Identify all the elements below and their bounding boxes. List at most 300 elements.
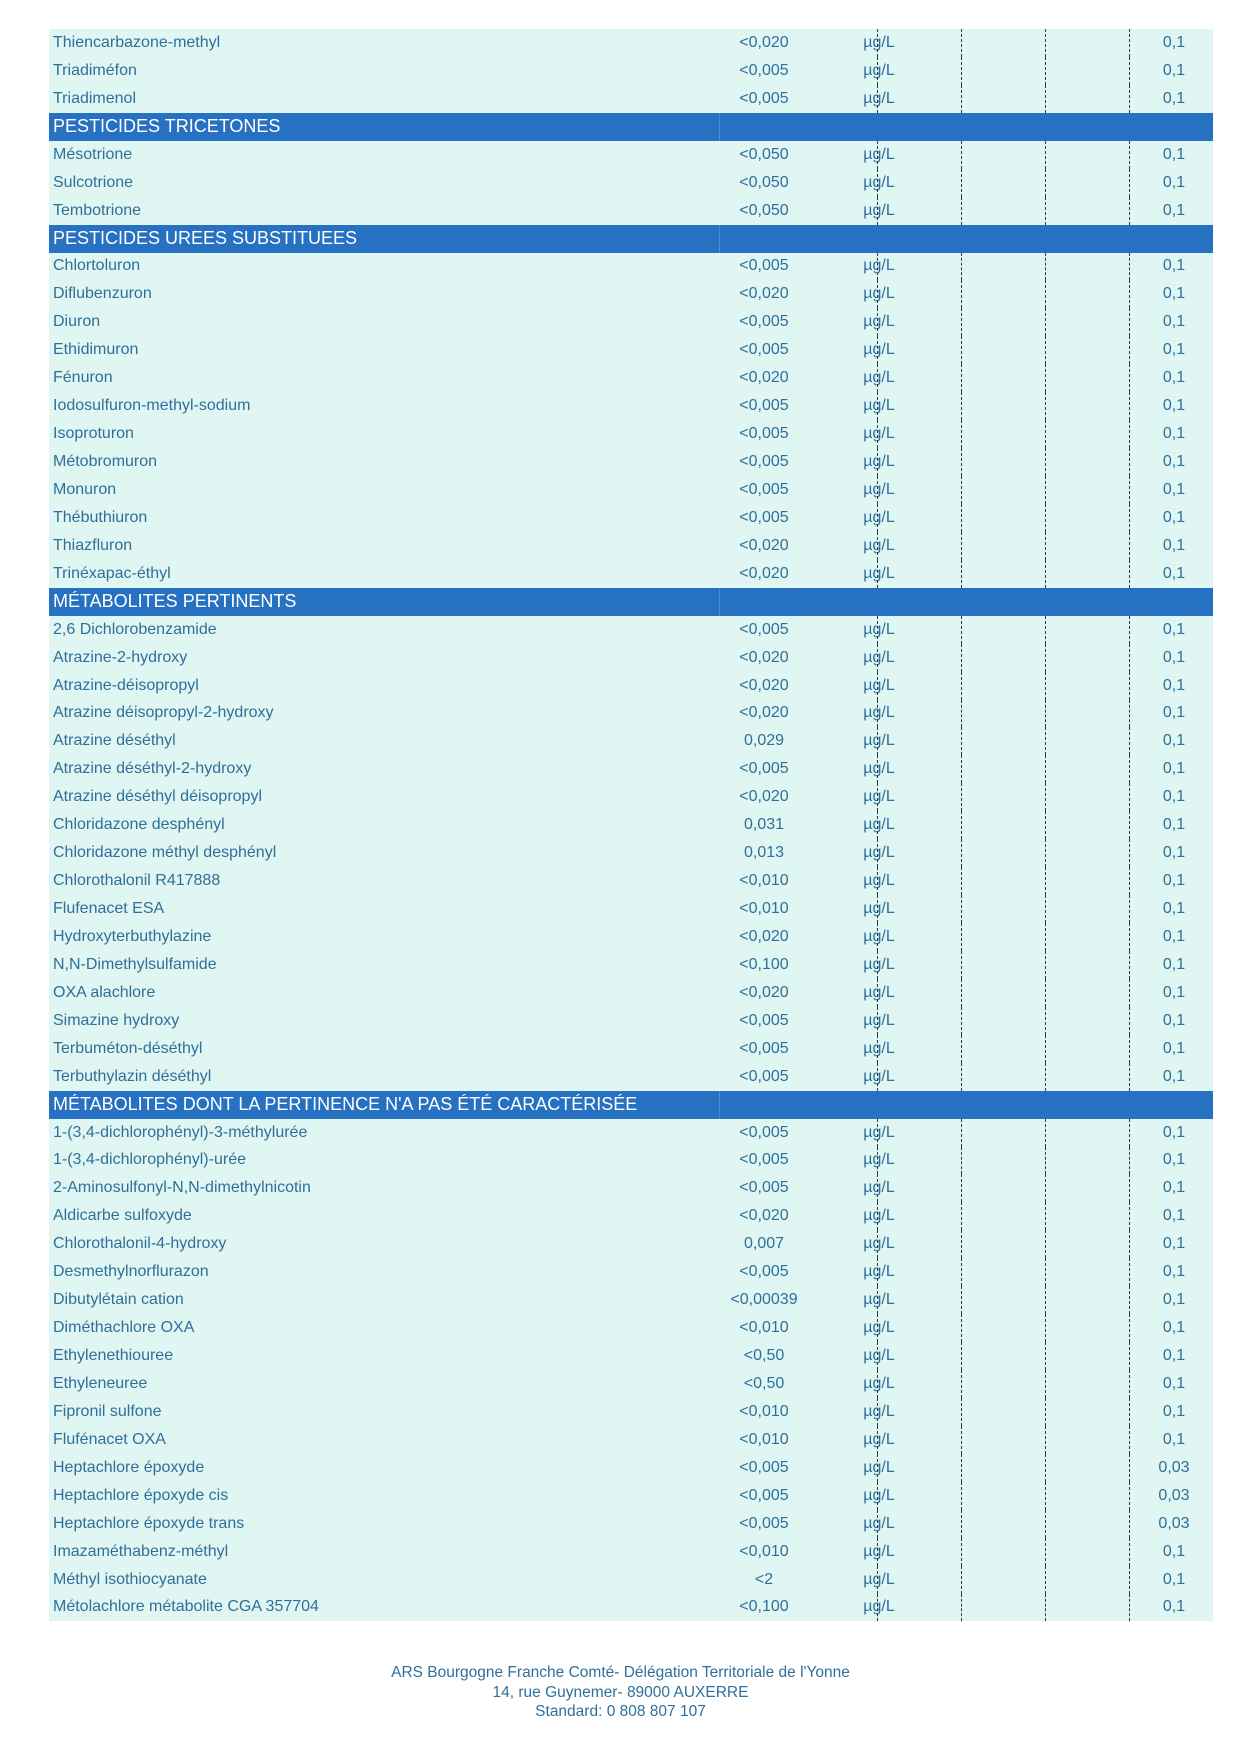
parameter-name: Ethyleneuree [53,1374,148,1392]
column-separator [1045,392,1046,420]
result-value: <0,005 [739,760,789,778]
unit: µg/L [863,900,895,918]
column-separator [1045,700,1046,728]
column-separator [1045,85,1046,113]
parameter-name: Terbuméton-déséthyl [53,1039,203,1057]
parameter-name: Fénuron [53,369,113,387]
column-separator [961,1426,962,1454]
quality-limit: 0,1 [1162,1430,1186,1448]
column-separator [877,169,878,197]
section-header [49,113,1213,141]
parameter-name: Triadimenol [53,89,136,107]
table-row [49,1286,1213,1314]
unit: µg/L [863,369,895,387]
parameter-name: Chlortoluron [53,257,141,275]
footer-org: ARS Bourgogne Franche Comté- Délégation Territoriale de l'Yonne [391,1664,850,1681]
result-value: <0,020 [739,369,789,387]
column-separator [1045,253,1046,281]
quality-limit: 0,1 [1162,257,1186,275]
quality-limit: 0,1 [1162,425,1186,443]
column-separator [1045,1342,1046,1370]
column-separator [877,616,878,644]
column-separator [877,1147,878,1175]
column-separator [1045,811,1046,839]
table-row [49,895,1213,923]
column-separator [1045,420,1046,448]
quality-limit: 0,1 [1162,927,1186,945]
column-separator [961,1510,962,1538]
column-separator [877,755,878,783]
parameter-name: Heptachlore époxyde cis [53,1486,229,1504]
column-separator [1045,783,1046,811]
column-separator [1045,141,1046,169]
column-separator [1129,1007,1130,1035]
column-separator [1129,420,1130,448]
column-separator [961,448,962,476]
section-title: MÉTABOLITES PERTINENTS [53,591,297,612]
column-separator [961,560,962,588]
parameter-name: N,N-Dimethylsulfamide [53,955,217,973]
result-value: <0,005 [739,341,789,359]
column-separator [1129,141,1130,169]
column-separator [961,839,962,867]
quality-limit: 0,1 [1162,33,1186,51]
parameter-name: Thébuthiuron [53,508,148,526]
column-separator [877,1119,878,1147]
column-separator [877,1007,878,1035]
unit: µg/L [863,508,895,526]
column-separator [1045,308,1046,336]
column-separator [877,1482,878,1510]
quality-limit: 0,03 [1158,1514,1190,1532]
column-separator [1129,1370,1130,1398]
parameter-name: 1-(3,4-dichlorophényl)-3-méthylurée [53,1123,308,1141]
column-separator [877,560,878,588]
column-separator [1129,1566,1130,1594]
column-separator [961,1482,962,1510]
result-value: <0,005 [739,1039,789,1057]
unit: µg/L [863,1542,895,1560]
footer [0,1663,1241,1722]
quality-limit: 0,1 [1162,1402,1186,1420]
column-separator [1045,867,1046,895]
parameter-name: Fipronil sulfone [53,1402,162,1420]
column-separator [877,1063,878,1091]
table-row [49,85,1213,113]
unit: µg/L [863,1402,895,1420]
quality-limit: 0,1 [1162,1235,1186,1253]
column-separator [1129,644,1130,672]
column-separator [1129,951,1130,979]
column-separator [961,783,962,811]
footer-phone: Standard: 0 808 807 107 [535,1703,706,1720]
table-row [49,1342,1213,1370]
quality-limit: 0,1 [1162,1374,1186,1392]
column-separator [1129,1174,1130,1202]
column-separator [1045,1510,1046,1538]
result-value: <0,010 [739,1542,789,1560]
column-separator [961,1370,962,1398]
column-separator [961,811,962,839]
column-separator [877,532,878,560]
unit: µg/L [863,816,895,834]
column-separator [961,755,962,783]
table-row [49,755,1213,783]
result-value: <0,050 [739,201,789,219]
column-separator [877,141,878,169]
column-separator [1129,280,1130,308]
column-separator [877,867,878,895]
column-separator [961,1147,962,1175]
result-value: <0,020 [739,788,789,806]
parameter-name: Atrazine-2-hydroxy [53,648,188,666]
quality-limit: 0,1 [1162,1151,1186,1169]
table-row [49,1566,1213,1594]
quality-limit: 0,1 [1162,788,1186,806]
table-row [49,783,1213,811]
quality-limit: 0,1 [1162,508,1186,526]
column-separator [877,392,878,420]
column-separator [877,979,878,1007]
quality-limit: 0,1 [1162,1319,1186,1337]
result-value: <0,00039 [730,1291,798,1309]
unit: µg/L [863,33,895,51]
column-separator [877,504,878,532]
table-row [49,420,1213,448]
column-separator [961,532,962,560]
parameter-name: Simazine hydroxy [53,1011,180,1029]
parameter-name: Terbuthylazin déséthyl [53,1067,212,1085]
result-value: <0,020 [739,285,789,303]
result-value: <0,005 [739,1179,789,1197]
column-separator [961,616,962,644]
column-separator [1045,895,1046,923]
result-value: <0,005 [739,313,789,331]
result-value: <0,050 [739,145,789,163]
result-value: <0,020 [739,676,789,694]
column-separator [877,253,878,281]
column-separator [961,951,962,979]
column-separator [1129,1063,1130,1091]
column-separator [877,85,878,113]
column-separator [961,1342,962,1370]
column-separator [1045,839,1046,867]
column-separator [961,895,962,923]
column-separator [877,1370,878,1398]
parameter-name: Monuron [53,480,117,498]
column-separator [1129,672,1130,700]
column-separator [1045,476,1046,504]
section-divider [719,588,720,616]
column-separator [961,1007,962,1035]
parameter-name: Chlorothalonil R417888 [53,872,221,890]
unit: µg/L [863,61,895,79]
result-value: <0,50 [743,1347,785,1365]
unit: µg/L [863,173,895,191]
column-separator [1129,1035,1130,1063]
table-row [49,392,1213,420]
column-separator [1129,1286,1130,1314]
table-row [49,532,1213,560]
quality-limit: 0,1 [1162,1570,1186,1588]
unit: µg/L [863,397,895,415]
parameter-name: 2-Aminosulfonyl-N,N-dimethylnicotin [53,1179,311,1197]
unit: µg/L [863,704,895,722]
table-row [49,1314,1213,1342]
column-separator [1045,1426,1046,1454]
table-row [49,336,1213,364]
table-row [49,1370,1213,1398]
column-separator [1129,1342,1130,1370]
column-separator [1129,1258,1130,1286]
unit: µg/L [863,453,895,471]
unit: µg/L [863,1347,895,1365]
column-separator [961,1314,962,1342]
column-separator [1045,29,1046,57]
table-row [49,1007,1213,1035]
quality-limit: 0,1 [1162,760,1186,778]
column-separator [877,1314,878,1342]
unit: µg/L [863,788,895,806]
quality-limit: 0,1 [1162,1039,1186,1057]
column-separator [961,197,962,225]
quality-limit: 0,1 [1162,173,1186,191]
column-separator [1045,672,1046,700]
parameter-name: Ethidimuron [53,341,139,359]
unit: µg/L [863,844,895,862]
column-separator [1129,923,1130,951]
column-separator [961,85,962,113]
section-divider [719,225,720,253]
table-row [49,1426,1213,1454]
unit: µg/L [863,1123,895,1141]
column-separator [877,280,878,308]
column-separator [1129,392,1130,420]
column-separator [961,1063,962,1091]
column-separator [1045,1230,1046,1258]
unit: µg/L [863,1207,895,1225]
table-row [49,308,1213,336]
table-row [49,979,1213,1007]
table-row [49,839,1213,867]
column-separator [961,364,962,392]
quality-limit: 0,1 [1162,1598,1186,1616]
unit: µg/L [863,201,895,219]
unit: µg/L [863,313,895,331]
unit: µg/L [863,1011,895,1029]
table-row [49,504,1213,532]
result-value: <0,020 [739,564,789,582]
column-separator [1045,727,1046,755]
result-value: <2 [754,1570,774,1588]
column-separator [1129,253,1130,281]
quality-limit: 0,1 [1162,955,1186,973]
parameter-name: OXA alachlore [53,983,156,1001]
parameter-name: Diméthachlore OXA [53,1319,195,1337]
column-separator [1129,1538,1130,1566]
column-separator [877,1174,878,1202]
unit: µg/L [863,927,895,945]
unit: µg/L [863,732,895,750]
table-row [49,57,1213,85]
quality-limit: 0,1 [1162,1207,1186,1225]
result-value: <0,020 [739,1207,789,1225]
table-row [49,1398,1213,1426]
column-separator [1045,979,1046,1007]
unit: µg/L [863,955,895,973]
unit: µg/L [863,1486,895,1504]
table-row [49,923,1213,951]
column-separator [1129,616,1130,644]
unit: µg/L [863,145,895,163]
column-separator [877,364,878,392]
column-separator [1045,169,1046,197]
column-separator [877,895,878,923]
unit: µg/L [863,257,895,275]
column-separator [877,476,878,504]
column-separator [1129,1230,1130,1258]
column-separator [1045,560,1046,588]
unit: µg/L [863,1374,895,1392]
table-row [49,1538,1213,1566]
unit: µg/L [863,676,895,694]
unit: µg/L [863,1067,895,1085]
result-value: <0,50 [743,1374,785,1392]
section-header [49,1091,1213,1119]
result-value: <0,005 [739,425,789,443]
column-separator [877,811,878,839]
column-separator [1045,644,1046,672]
unit: µg/L [863,1430,895,1448]
result-value: <0,020 [739,983,789,1001]
table-row [49,1482,1213,1510]
column-separator [877,308,878,336]
column-separator [877,1594,878,1622]
result-value: <0,100 [739,955,789,973]
result-value: <0,005 [739,1011,789,1029]
quality-limit: 0,1 [1162,285,1186,303]
table-row [49,672,1213,700]
quality-limit: 0,1 [1162,844,1186,862]
column-separator [1045,532,1046,560]
column-separator [1129,85,1130,113]
column-separator [1045,504,1046,532]
quality-limit: 0,1 [1162,1542,1186,1560]
parameter-name: Méthyl isothiocyanate [53,1570,207,1588]
column-separator [1045,951,1046,979]
quality-limit: 0,1 [1162,648,1186,666]
column-separator [877,29,878,57]
quality-limit: 0,03 [1158,1458,1190,1476]
column-separator [961,1286,962,1314]
quality-limit: 0,1 [1162,1123,1186,1141]
column-separator [1045,1314,1046,1342]
parameter-name: Thiazfluron [53,536,133,554]
column-separator [1129,1594,1130,1622]
unit: µg/L [863,341,895,359]
column-separator [1045,1147,1046,1175]
parameter-name: 2,6 Dichlorobenzamide [53,620,217,638]
quality-limit: 0,1 [1162,1067,1186,1085]
result-value: <0,005 [739,89,789,107]
unit: µg/L [863,1598,895,1616]
unit: µg/L [863,480,895,498]
section-title: PESTICIDES UREES SUBSTITUEES [53,228,358,249]
result-value: <0,005 [739,453,789,471]
column-separator [877,1538,878,1566]
column-separator [1045,755,1046,783]
column-separator [961,727,962,755]
quality-limit: 0,1 [1162,1011,1186,1029]
result-value: <0,050 [739,173,789,191]
quality-limit: 0,1 [1162,397,1186,415]
result-value: <0,005 [739,1458,789,1476]
quality-limit: 0,1 [1162,201,1186,219]
unit: µg/L [863,1235,895,1253]
parameter-name: Aldicarbe sulfoxyde [53,1207,192,1225]
section-divider [719,113,720,141]
column-separator [961,1119,962,1147]
result-value: <0,020 [739,648,789,666]
column-separator [1129,476,1130,504]
result-value: 0,031 [743,816,785,834]
section-divider [719,1091,720,1119]
column-separator [1129,57,1130,85]
quality-limit: 0,1 [1162,1263,1186,1281]
column-separator [1045,336,1046,364]
column-separator [877,727,878,755]
column-separator [877,448,878,476]
table-row [49,951,1213,979]
column-separator [1045,1119,1046,1147]
parameter-name: Diuron [53,313,101,331]
column-separator [877,57,878,85]
column-separator [961,979,962,1007]
parameter-name: Atrazine déisopropyl-2-hydroxy [53,704,274,722]
parameter-name: Chloridazone méthyl desphényl [53,844,277,862]
table-row [49,141,1213,169]
column-separator [961,1035,962,1063]
table-row [49,1510,1213,1538]
column-separator [1129,700,1130,728]
column-separator [877,1454,878,1482]
table-row [49,700,1213,728]
column-separator [1129,1147,1130,1175]
unit: µg/L [863,1179,895,1197]
table-row [49,1174,1213,1202]
column-separator [961,923,962,951]
column-separator [1045,1286,1046,1314]
unit: µg/L [863,1570,895,1588]
parameter-name: Atrazine déséthyl [53,732,176,750]
column-separator [877,644,878,672]
column-separator [961,644,962,672]
column-separator [877,1342,878,1370]
column-separator [877,336,878,364]
column-separator [1045,1566,1046,1594]
parameter-name: Heptachlore époxyde trans [53,1514,245,1532]
parameter-name: Métolachlore métabolite CGA 357704 [53,1598,319,1616]
result-value: <0,005 [739,1486,789,1504]
column-separator [961,1202,962,1230]
column-separator [1129,811,1130,839]
result-value: <0,010 [739,1430,789,1448]
column-separator [877,420,878,448]
column-separator [1129,867,1130,895]
unit: µg/L [863,983,895,1001]
column-separator [961,1230,962,1258]
column-separator [1129,364,1130,392]
